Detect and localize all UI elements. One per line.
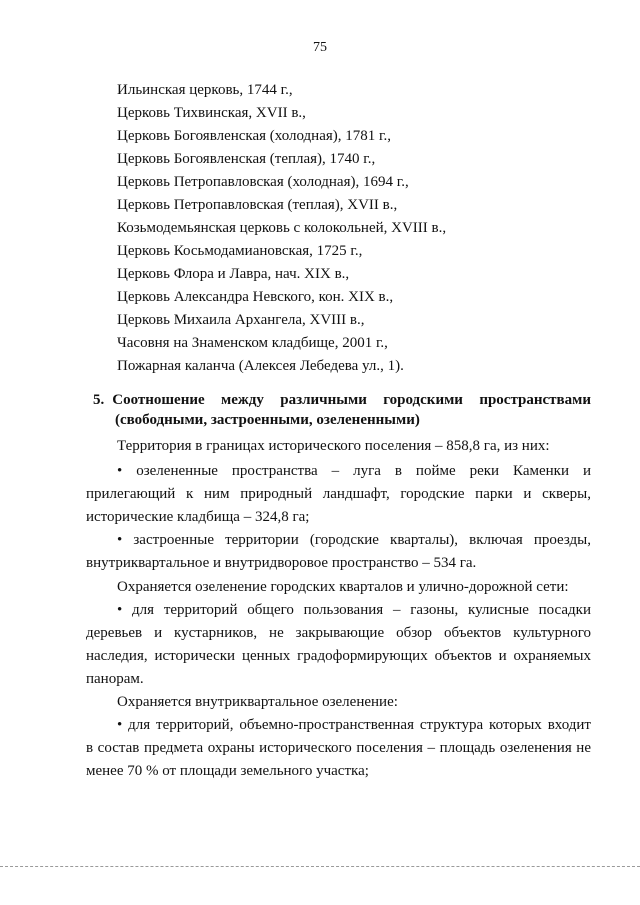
list-item: Козьмодемьянская церковь с колокольней, XVIII в.,	[117, 220, 447, 236]
list-item: Церковь Петропавловская (холодная), 1694 г.,	[117, 174, 409, 190]
list-item: Церковь Петропавловская (теплая), XVII в.,	[117, 197, 398, 213]
page-bottom-rule	[0, 866, 640, 867]
list-item: Церковь Флора и Лавра, нач. XIX в.,	[117, 266, 350, 282]
list-item: Церковь Богоявленская (холодная), 1781 г.,	[117, 128, 391, 144]
list-item: Часовня на Знаменском кладбище, 2001 г.,	[117, 335, 388, 351]
intra-block-greenery-paragraph: Охраняется внутриквартальное озеленение:	[117, 694, 398, 710]
built-territories-line: внутриквартальное и внутридворовое пространство – 534 га.	[86, 555, 477, 571]
green-spaces-line: исторические кладбища – 324,8 га;	[86, 509, 310, 525]
intra-block-line: в состав предмета охраны исторического поселения – площадь озеленения не	[86, 740, 591, 756]
section-number: 5.	[93, 392, 105, 408]
list-item: Церковь Михаила Архангела, XVIII в.,	[117, 312, 365, 328]
green-spaces-line: • озелененные пространства – луга в пойме реки Каменки и	[117, 463, 591, 479]
section-subtitle: (свободными, застроенными, озелененными)	[115, 412, 420, 428]
preserved-greenery-paragraph: Охраняется озеленение городских кварталов и улично-дорожной сети:	[117, 579, 569, 595]
list-item: Ильинская церковь, 1744 г.,	[117, 82, 293, 98]
list-item: Церковь Косьмодамиановская, 1725 г.,	[117, 243, 363, 259]
public-areas-line: панорам.	[86, 671, 144, 687]
heritage-objects-list	[117, 80, 446, 379]
page-number: 75	[313, 40, 327, 55]
section-title: Соотношение между различными городскими пространствами	[112, 392, 591, 408]
green-spaces-line: прилегающий к ним природный ландшафт, городские парки и скверы,	[86, 486, 591, 502]
built-territories-line: • застроенные территории (городские кварталы), включая проезды,	[117, 532, 591, 548]
list-item: Церковь Богоявленская (теплая), 1740 г.,	[117, 151, 376, 167]
public-areas-line: • для территорий общего пользования – газоны, кулисные посадки	[117, 602, 591, 618]
territory-paragraph: Территория в границах исторического поселения – 858,8 га, из них:	[117, 438, 550, 454]
section-heading	[93, 390, 591, 430]
public-areas-line: наследия, исторически ценных градоформирующих объектов и охраняемых	[86, 648, 591, 664]
intra-block-line: менее 70 % от площади земельного участка;	[86, 763, 369, 779]
public-areas-line: деревьев и кустарников, не закрывающие обзор объектов культурного	[86, 625, 591, 641]
intra-block-line: • для территорий, объемно-пространственная структура которых входит	[117, 717, 591, 733]
list-item: Церковь Тихвинская, XVII в.,	[117, 105, 306, 121]
section-heading-line	[93, 390, 591, 410]
list-item: Церковь Александра Невского, кон. XIX в.,	[117, 289, 394, 305]
list-item: Пожарная каланча (Алексея Лебедева ул., 1).	[117, 358, 404, 374]
